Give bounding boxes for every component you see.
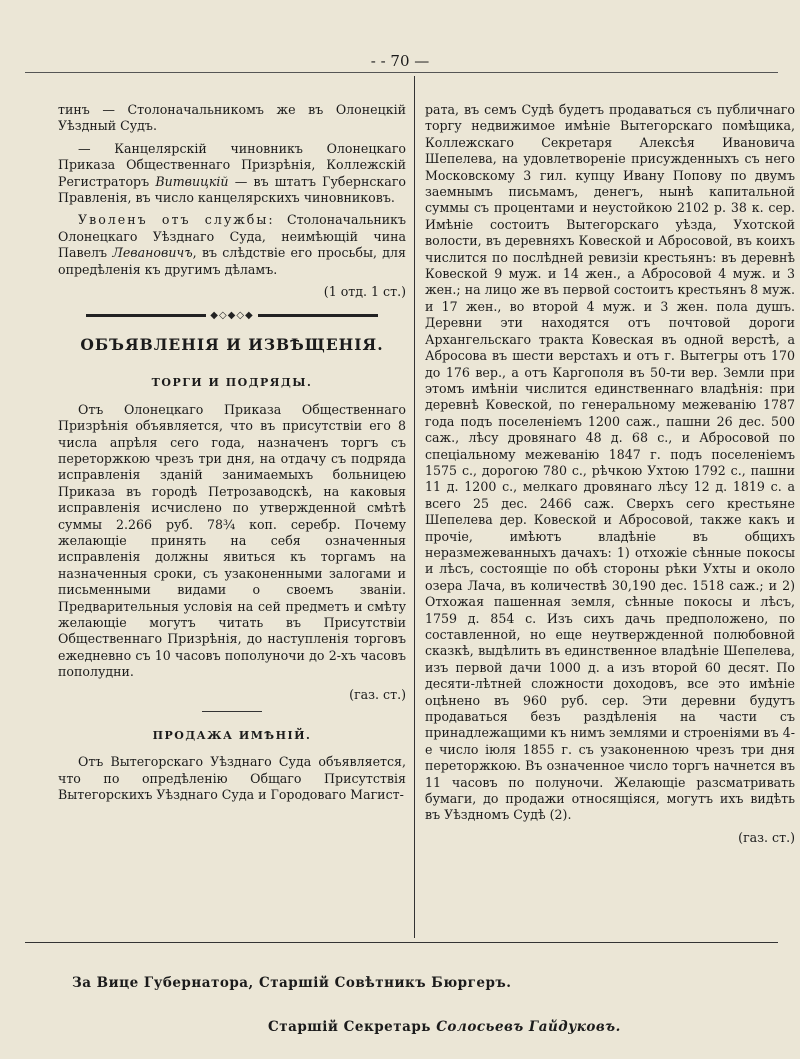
signature-secretary: [268, 1019, 621, 1035]
left-paragraph-3-b: , въ слѣдствіе его просьбы, для опредѣленія къ другимъ дѣламъ.: [58, 245, 406, 277]
right-paragraph-1: рата, въ семъ Судѣ будетъ продаваться съ публичнаго торгу недвижимое имѣніе Вытегорскаго помѣщика, Коллежскаго Секретаря Алексѣя Ивановича Шепелева, на удовлетвореніе присужденныхъ съ него Московскому 3 гил. купцу Ивану Попову по двумъ заемнымъ письмамъ, денегъ, нынѣ капитальной суммы съ процентами и неустойкою 2102 р. 38 к. сер. Имѣніе состоитъ Вытегорскаго уѣзда, Ухотской волости, въ деревняхъ Ковеской и Абросовой, въ коихъ числится по послѣдней ревизіи крестьянъ: въ деревнѣ Ковеской 9 муж. и 14 жен., а Абросовой 4 муж. и 3 жен.; на лицо же въ первой состоитъ крестьянъ 8 муж. и 17 жен., во второй 4 муж. и 3 жен. пола душъ. Деревни эти находятся отъ почтовой дороги Архангельскаго тракта Ковеская въ одной верстѣ, а Абросова въ шести верстахъ и отъ г. Вытегры отъ 170 до 176 вер., а отъ Каргополя въ 50-ти вер. Земли при этомъ имѣніи числится единственнаго владѣнія: при деревнѣ Ковеской, по генеральному межеванію 1787 года подъ поселеніемъ 1200 саж., пашни 26 дес. 500 саж., лѣсу дровянаго 48 д. 68 с., и Абросовой по спеціальному межеванію 1847 г. подъ поселеніемъ 1575 с., дорогою 780 с., рѣчкою Ухтою 1792 с., пашни 11 д. 1200 с., мелкаго дровянаго лѣсу 12 д. 1819 с. а всего 25 дес. 2466 саж. Сверхъ сего крестьяне Шепелева дер. Ковеской и Абросовой, также какъ и прочіе, имѣютъ владѣніе въ общихъ неразмежеванныхъ дачахъ: 1) отхожіе сѣнные покосы и лѣсъ, состоящіе по обѣ стороны рѣки Ухты и около озера Лача, въ количествѣ 30,190 дес. 1518 саж.; и 2) Отхожая пашенная земля, сѣнные покосы и лѣсъ, 1759 д. 854 с. Изъ сихъ дачь предположено, по составленной, но еще неутвержденной полюбовной сказкѣ, выдѣлить въ единственное владѣніе Шепелева, изъ первой дачи 1000 д. а изъ второй 60 десят. По десяти-лѣтней сложности доходовъ, все это имѣніе оцѣнено въ 960 руб. сер. Эти деревни будутъ продаваться безъ раздѣленія на части съ принадлежащими къ нимъ землями и строеніями въ 4-е число іюля 1855 г. съ узаконенною чрезъ три дня переторжкою. Въ означенное число торгъ начнется въ 11 часовъ по полуночи. Желающіе разсматривать бумаги, до продажи относящіяся, могутъ ихъ видѣть въ Уѣздномъ Судѣ (2).: [425, 102, 795, 823]
subhead-auctions: ТОРГИ И ПОДРЯДЫ.: [151, 376, 313, 390]
person-name-levanovich: Левановичъ: [112, 245, 193, 261]
left-paragraph-4: Отъ Олонецкаго Приказа Общественнаго Призрѣнія объявляется, что въ присутствіи его 8 числа апрѣля сего года, назначенъ торгъ съ переторжкою чрезъ три дня, на отдачу съ подряда исправленія зданій занимаемыхъ больницею Приказа въ городѣ Петрозаводскѣ, на каковыя исправленія исчислено по утвержденной смѣтѣ суммы 2.266 руб. 78¾ коп. серебр. Почему желающіе принять на себя означенныя исправленія должны явиться къ торгамъ на назначенныя сроки, съ узаконенными залогами и письменными видами о своемъ званіи. Предварительныя условія на сей предметъ и смѣту желающіе могутъ читать въ Присутствіи Общественнаго Призрѣнія, до наступленія торговъ ежедневно съ 10 часовъ пополуночи до 2-хъ часовъ пополудни.: [58, 401, 406, 680]
secretary-name: Солосьевъ Гайдуковъ.: [436, 1019, 621, 1035]
left-column: [58, 102, 406, 810]
left-paragraph-1: тинъ — Столоначальникомъ же въ Олонецкій Уѣздный Судъ.: [58, 102, 406, 134]
signature-vice-governor: За Вице Губернатора, Старшій Совѣтникъ Бюргеръ.: [72, 975, 512, 991]
ornament-divider: ◆◇◆◇◆: [58, 308, 406, 324]
right-column: [425, 102, 795, 854]
left-paragraph-3: [58, 212, 406, 278]
short-rule: [202, 711, 262, 712]
page-number: - - 70 —: [370, 52, 430, 70]
secretary-label: Старшій Секретарь: [268, 1019, 431, 1035]
left-paragraph-3-a: Столоначальникъ Олонецкаго Уѣзднаго Суда, неимѣющій чина Павелъ: [58, 212, 406, 261]
left-paragraph-5: Отъ Вытегорскаго Уѣзднаго Суда объявляется, что по опредѣленію Общаго Присутствія Вытегорскихъ Уѣзднаго Суда и Городоваго Магист-: [58, 754, 406, 803]
subhead-estate-sale: ПРОДАЖА ИМѢНІЙ.: [152, 729, 312, 742]
left-paragraph-2-b: — въ штатъ Губернскаго Правленія, въ число канцелярскихъ чиновниковъ.: [58, 173, 406, 206]
bottom-rule: [25, 942, 778, 943]
left-paragraph-2-a: — Канцелярскій чиновникъ Олонецкаго Приказа Общественнаго Призрѣнія, Коллежскій Регистраторъ: [58, 140, 406, 189]
reference-1: (1 отд. 1 ст.): [323, 284, 406, 300]
dismissed-label: Уволенъ отъ службы:: [78, 212, 275, 228]
section-title: ОБЪЯВЛЕНІЯ И ИЗВѢЩЕНІЯ.: [80, 334, 384, 354]
top-rule: [25, 72, 778, 73]
left-paragraph-2: [58, 141, 406, 207]
column-divider: [414, 76, 415, 938]
reference-3: (газ. ст.): [738, 829, 795, 845]
person-name-vitvitsky: Витвицкій: [155, 173, 229, 189]
reference-2: (газ. ст.): [349, 686, 406, 702]
